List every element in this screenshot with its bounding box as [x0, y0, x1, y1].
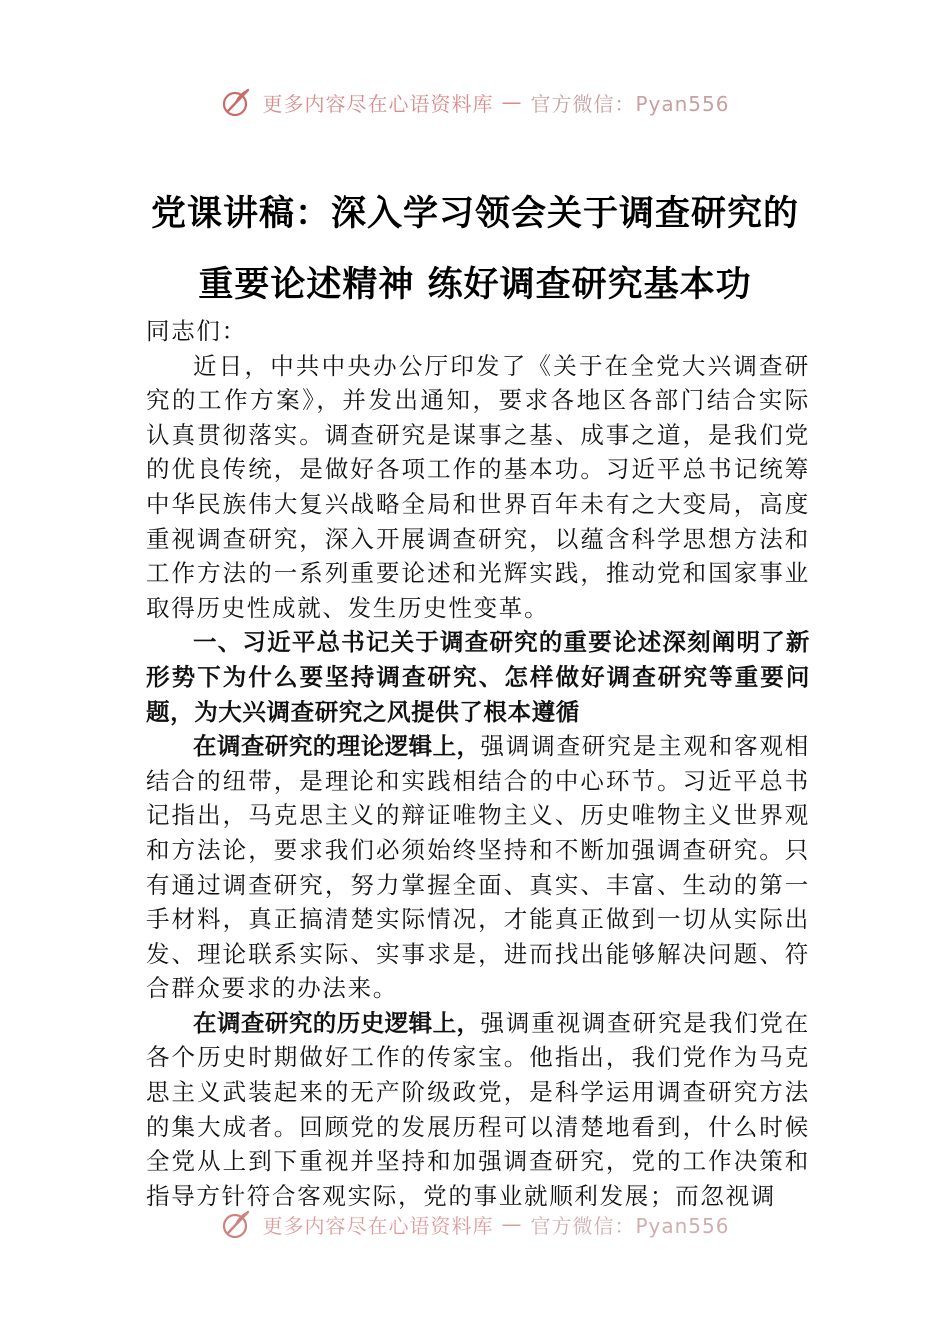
section-heading-1: 一、习近平总书记关于调查研究的重要论述深刻阐明了新形势下为什么要坚持调查研究、怎样做好调查研究等重要问题，为大兴调查研究之风提供了根本遵循	[146, 628, 810, 726]
document-title-line-1: 党课讲稿：深入学习领会关于调查研究的	[150, 193, 799, 234]
paragraph-lead-theoretical: 在调查研究的理论逻辑上，	[193, 732, 481, 761]
quill-logo-icon	[220, 85, 254, 119]
watermark-separator: —	[501, 1212, 523, 1236]
watermark-text: 更多内容尽在心语资料库	[262, 1213, 494, 1238]
watermark-footer	[0, 1206, 950, 1242]
paragraph-intro: 近日，中共中央办公厅印发了《关于在全党大兴调查研究的工作方案》，并发出通知，要求各地区各部门结合实际认真贯彻落实。调查研究是谋事之基、成事之道，是我们党的优良传统，是做好各项工作的基本功。习近平总书记统筹中华民族伟大复兴战略全局和世界百年未有之大变局，高度重视调查研究，深入开展调查研究，以蕴含科学思想方法和工作方法的一系列重要论述和光辉实践，推动党和国家事业取得历史性成就、发生历史性变革。	[146, 351, 810, 622]
paragraph-lead-historical: 在调查研究的历史逻辑上，	[193, 1008, 481, 1037]
paragraph-body-theoretical: 强调调查研究是主观和客观相结合的纽带，是理论和实践相结合的中心环节。习近平总书记指出，马克思主义的辩证唯物主义、历史唯物主义世界观和方法论，要求我们必须始终坚持和不断加强调查研究。只有通过调查研究，努力掌握全面、真实、丰富、生动的第一手材料，真正搞清楚实际情况，才能真正做到一切从实际出发、理论联系实际、实事求是，进而找出能够解决问题、符合群众要求的办法来。	[146, 732, 810, 1003]
paragraph-theoretical-logic	[146, 729, 810, 1006]
document-title-line-2: 重要论述精神 练好调查研究基本功	[198, 264, 752, 305]
document-body	[146, 314, 810, 1213]
paragraph-historical-logic	[146, 1006, 810, 1214]
watermark-text: 更多内容尽在心语资料库	[262, 91, 494, 116]
salutation: 同志们：	[146, 317, 247, 345]
watermark-wechat: 官方微信：Pyan556	[530, 1213, 730, 1238]
watermark-header	[0, 84, 950, 120]
paragraph-body-historical: 强调重视调查研究是我们党在各个历史时期做好工作的传家宝。他指出，我们党作为马克思主义武装起来的无产阶级政党，是科学运用调查研究方法的集大成者。回顾党的发展历程可以清楚地看到，什么时候全党从上到下重视并坚持和加强调查研究，党的工作决策和指导方针符合客观实际，党的事业就顺利发展；而忽视调	[146, 1008, 810, 1210]
quill-logo-icon	[220, 1207, 254, 1241]
watermark-separator: —	[501, 90, 523, 114]
watermark-wechat: 官方微信：Pyan556	[530, 91, 730, 116]
